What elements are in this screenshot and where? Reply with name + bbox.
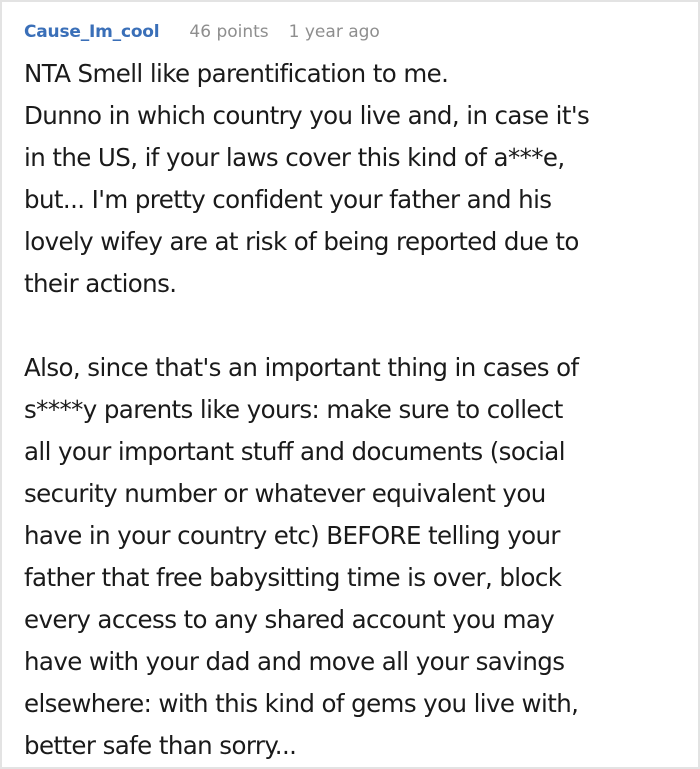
comment-line: Dunno in which country you live and, in case it's: [24, 101, 590, 130]
comment-paragraph-2: [24, 347, 680, 767]
comment-line: their actions.: [24, 269, 177, 298]
comment-timestamp: 1 year ago: [288, 22, 380, 42]
comment-line: security number or whatever equivalent you: [24, 479, 546, 508]
comment-body: [24, 53, 680, 767]
comment-line: but... I'm pretty confident your father and his: [24, 185, 552, 214]
comment-line: in the US, if your laws cover this kind of a***e,: [24, 143, 565, 172]
comment-line: father that free babysitting time is over, block: [24, 563, 562, 592]
comment-paragraph-1: [24, 53, 680, 305]
comment-line: s****y parents like yours: make sure to collect: [24, 395, 563, 424]
comment-points: 46 points: [189, 22, 269, 42]
comment-line: have in your country etc) BEFORE telling your: [24, 521, 560, 550]
comment-header: [24, 20, 380, 44]
comment-author-link[interactable]: Cause_Im_cool: [24, 22, 160, 42]
comment-line: lovely wifey are at risk of being reported due to: [24, 227, 579, 256]
comment-line: have with your dad and move all your savings: [24, 647, 565, 676]
comment-line: Also, since that's an important thing in cases of: [24, 353, 579, 382]
comment-line: better safe than sorry...: [24, 731, 297, 760]
comment-line: every access to any shared account you may: [24, 605, 555, 634]
comment-line: elsewhere: with this kind of gems you live with,: [24, 689, 579, 718]
comment-line: NTA Smell like parentification to me.: [24, 59, 449, 88]
comment-line: all your important stuff and documents (social: [24, 437, 565, 466]
paragraph-spacer: [24, 305, 680, 347]
